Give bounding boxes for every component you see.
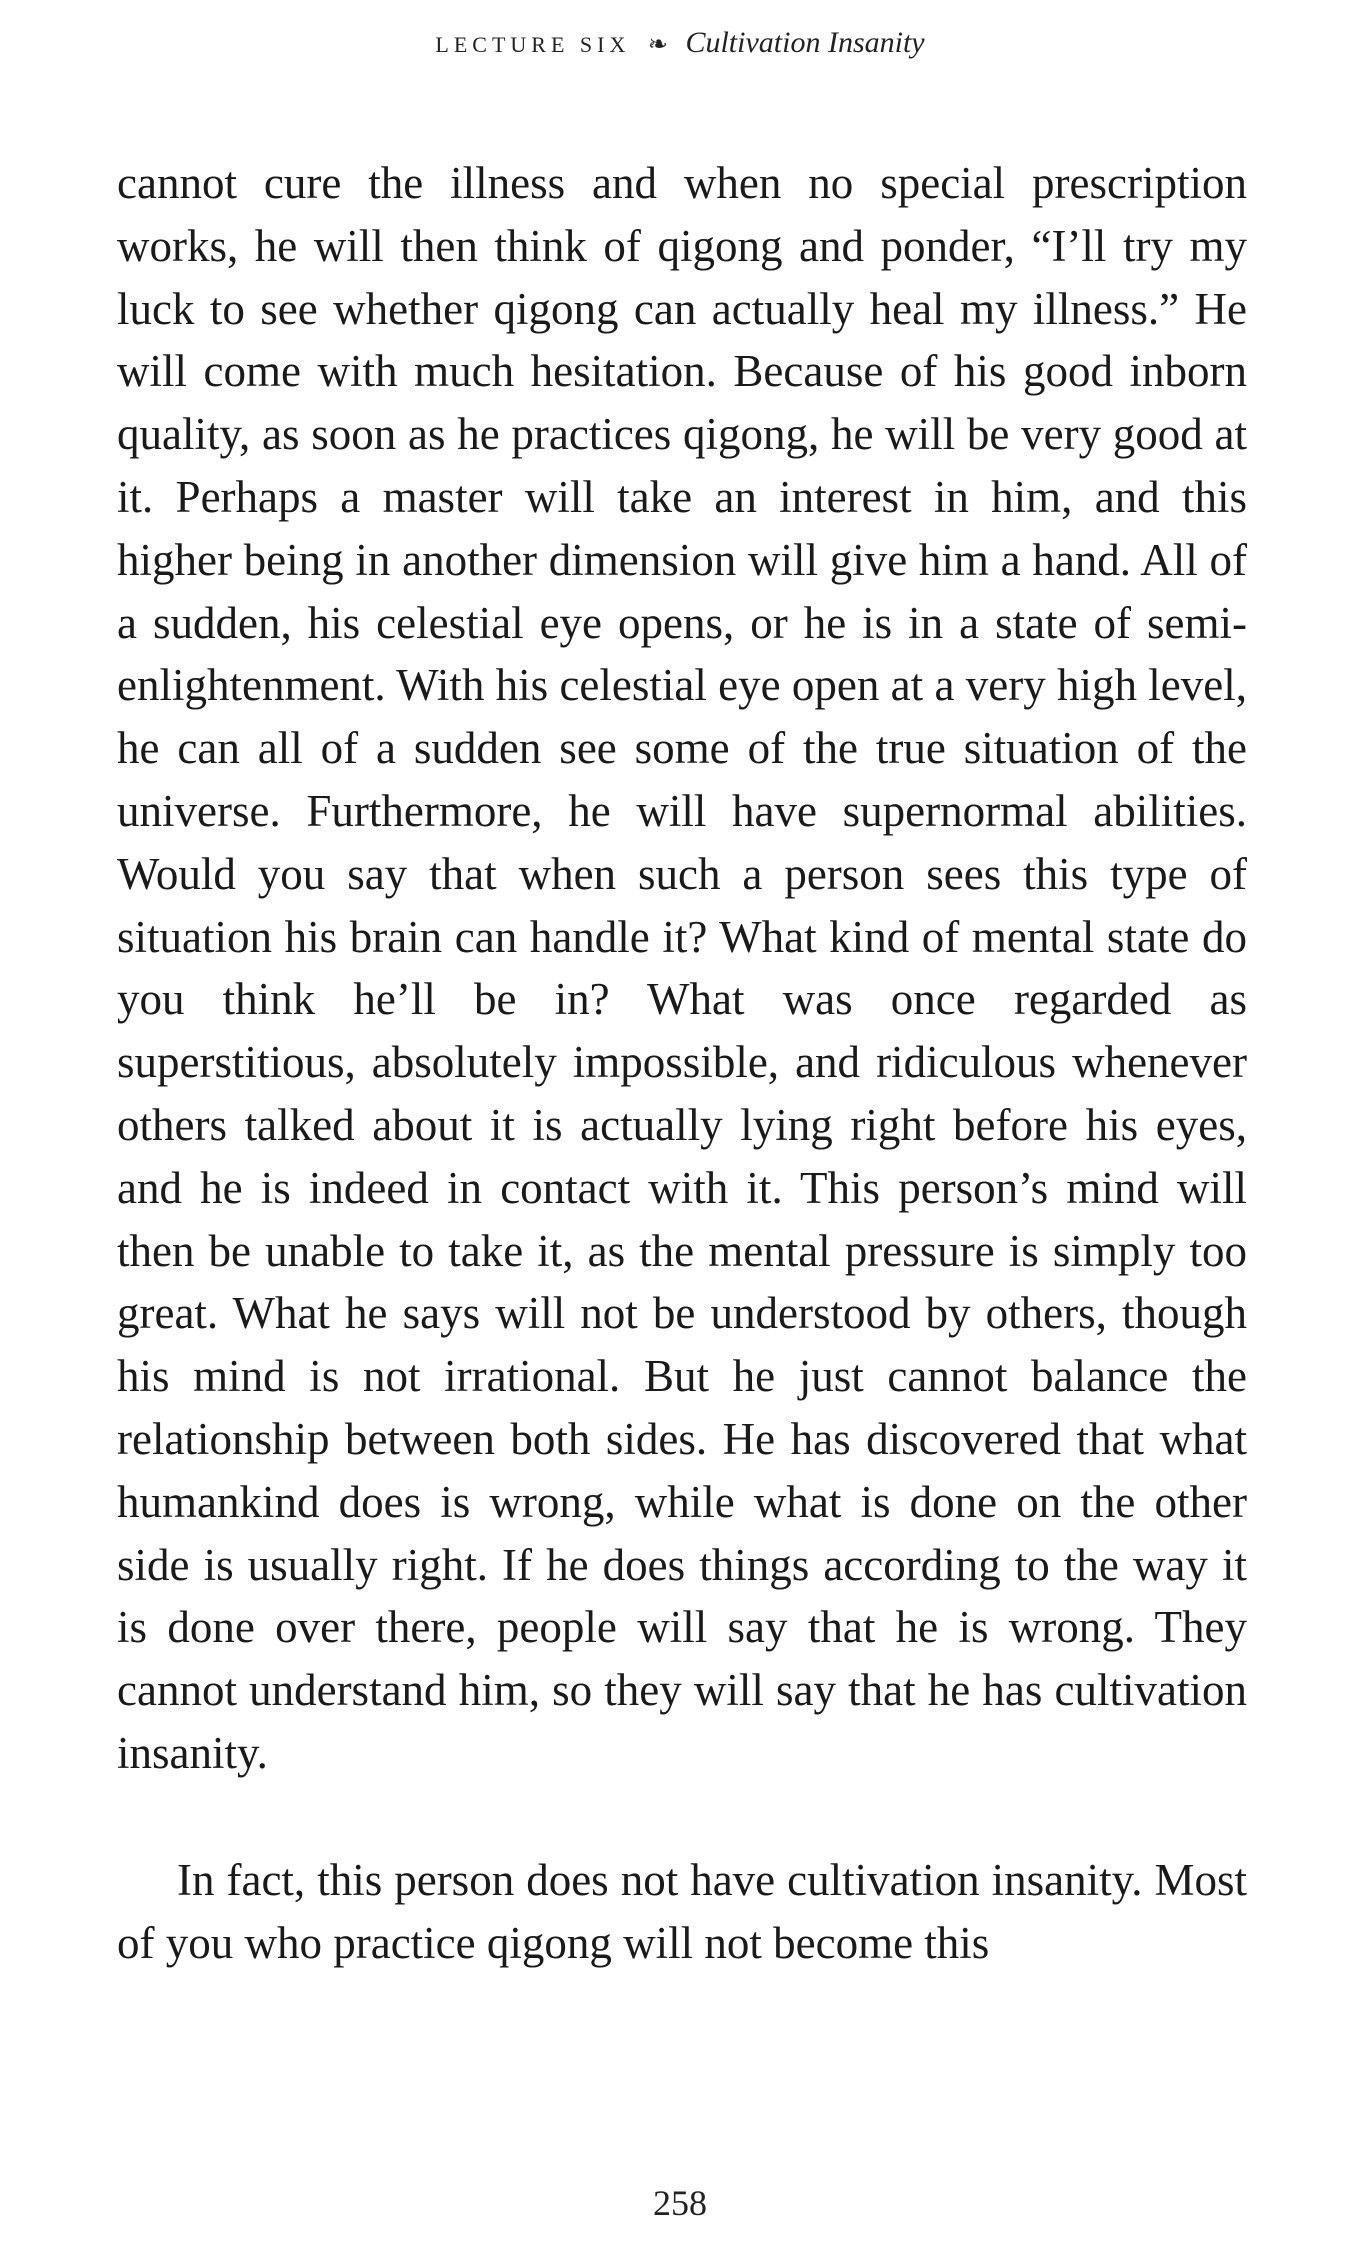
- page-number: 258: [653, 2183, 707, 2223]
- running-head-chapter-title: Cultivation Insanity: [685, 26, 925, 59]
- body-text: [117, 152, 1247, 1974]
- running-head-section: LECTURE SIX: [435, 32, 631, 57]
- leaf-fleuron-icon: ❧: [647, 32, 668, 58]
- paragraph: cannot cure the illness and when no special prescription works, he will then think of qigong and ponder, “I’ll try my luck to see whether qigong can actually heal my illness.” He will come with much hesitation. Because of his good inborn quality, as soon as he practices qigong, he will be very good at it. Perhaps a master will take an interest in him, and this higher being in another dimension will give him a hand. All of a sudden, his celestial eye opens, or he is in a state of semi-enlightenment. With his celestial eye open at a very high level, he can all of a sudden see some of the true situation of the universe. Furthermore, he will have supernormal abilities. Would you say that when such a person sees this type of situation his brain can handle it? What kind of mental state do you think he’ll be in? What was once regarded as superstitious, absolutely impossible, and ridiculous whenever others talked about it is actually lying right before his eyes, and he is indeed in contact with it. This person’s mind will then be unable to take it, as the mental pressure is simply too great. What he says will not be understood by others, though his mind is not irrational. But he just cannot balance the relationship between both sides. He has discovered that what humankind does is wrong, while what is done on the other side is usually right. If he does things according to the way it is done over there, people will say that he is wrong. They cannot understand him, so they will say that he has cultivation insanity.: [117, 158, 1247, 1778]
- paragraph: In fact, this person does not have cultivation insanity. Most of you who practice qigong will not become this: [117, 1854, 1247, 1968]
- running-head: [0, 26, 1360, 60]
